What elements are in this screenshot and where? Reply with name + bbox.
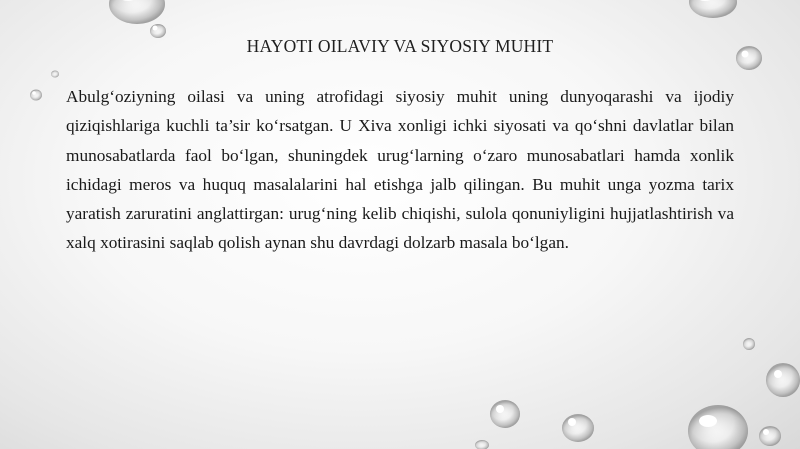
slide-title: HAYOTI OILAVIY VA SIYOSIY MUHIT [246, 36, 554, 56]
droplet-bottom-right-large [688, 405, 748, 449]
droplet-bottom-right-edge [766, 363, 800, 397]
droplet-bottom-right-small [759, 426, 781, 446]
droplet-top-right-large [689, 0, 737, 18]
droplet-bottom-center-right [562, 414, 594, 442]
droplet-left-tiny [51, 71, 59, 78]
slide-body-paragraph: Abulg‘oziyning oilasi va uning atrofidagi siyosiy muhit uning dunyoqarashi va ijodiy qiziqishlariga kuchli ta’sir ko‘rsatgan. U Xiva xonligi ichki siyosati va qo‘shni davlatlar bilan munosabatlarda faol bo‘lgan, shuningdek urug‘larning o‘zaro munosabatlari hamda xonlik ichidagi meros va huquq masalalarini hal etishga jalb qilingan. Bu muhit unga yozma tarix yaratish zaruratini anglattirgan: urug‘ning kelib chiqishi, sulola qonuniyligini hujjatlashtirish va xalq xotirasini saqlab qolish aynan shu davrdagi dolzarb masala bo‘lgan. [66, 87, 734, 253]
droplet-top-left-large [109, 0, 165, 24]
droplet-left-bullet [30, 90, 42, 101]
droplet-bottom-left-tiny [475, 440, 489, 449]
droplet-bottom-right-tiny [743, 338, 755, 350]
droplet-bottom-center-medium [490, 400, 520, 428]
